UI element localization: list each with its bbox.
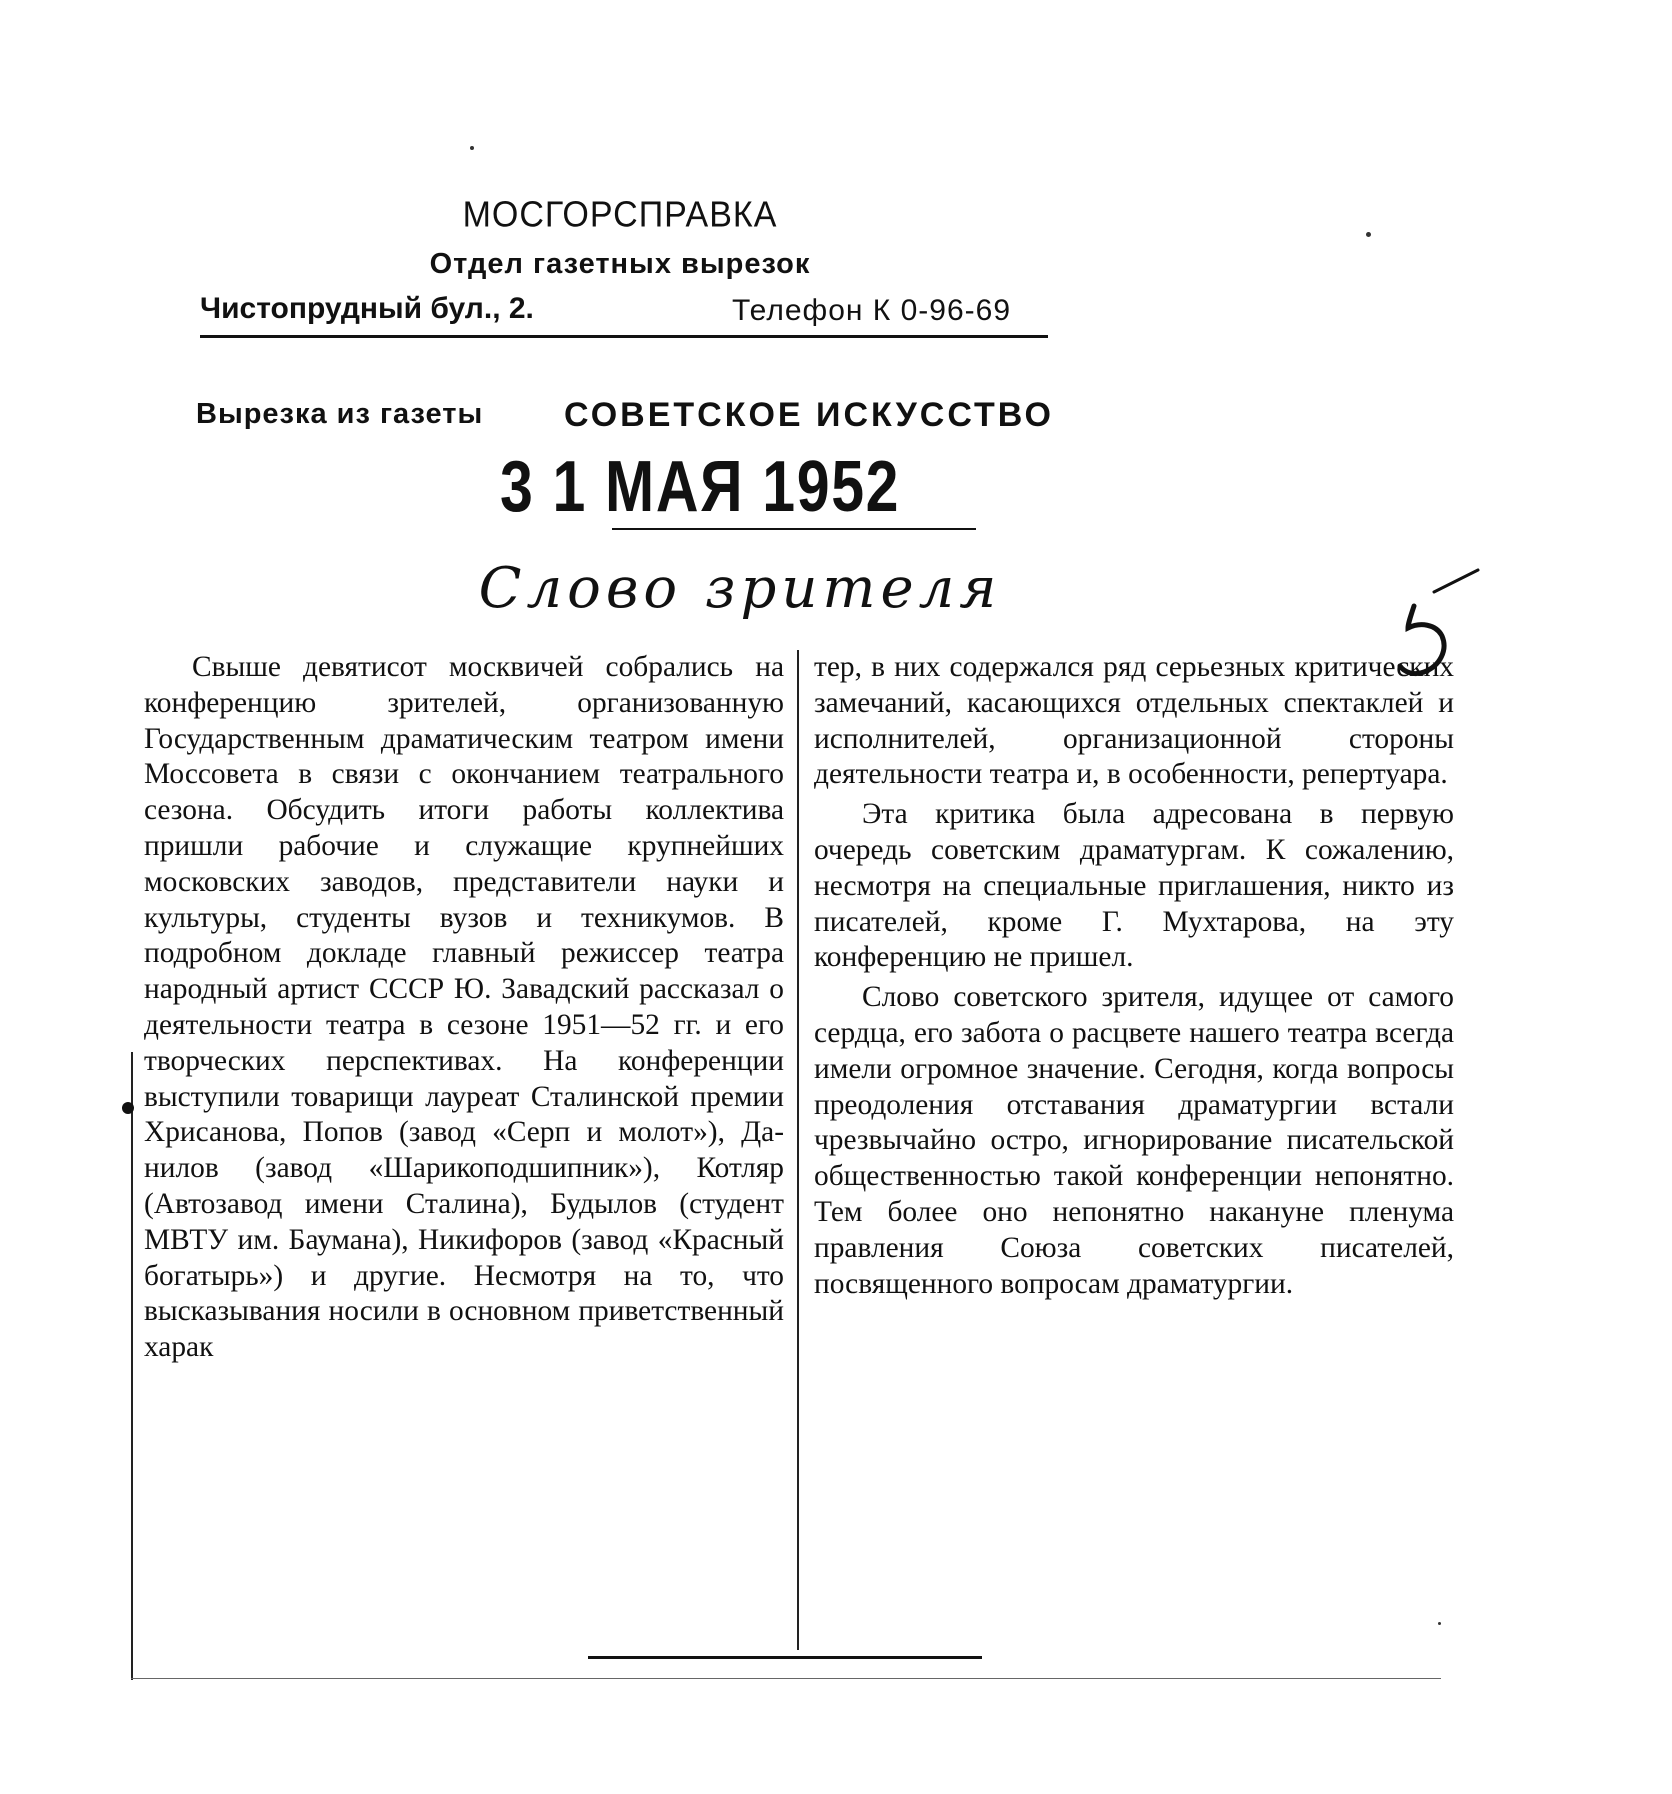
ink-speck: [470, 146, 474, 150]
agency-phone: Телефон К 0-96-69: [732, 294, 1012, 327]
article-end-rule: [588, 1656, 982, 1659]
column-divider: [797, 650, 799, 1650]
ink-speck: [1366, 232, 1371, 237]
ink-speck: [1438, 1622, 1441, 1625]
article-paragraph: тер, в них содержался ряд серьезных критических замечаний, касающихся отдельных спектаклей и исполнителей, организационной стороны деятельности театра и, в особенности, репертуара.: [814, 651, 1454, 791]
article-title: Слово зрителя: [478, 556, 1002, 621]
article-right-column: [814, 650, 1454, 1302]
article-paragraph: Слово советского зрителя, идущее от самого сердца, его забота о расцвете нашего театра всегда имели огромное значение. Сегодня, когда вопросы преодоления отставания драматургии встали чрезвычайно остро, игнорирование писательской общественностью такой конференции непонятно. Тем более оно непонятно накануне пленума правления Союза советских писателей, посвященного вопросам драматургии.: [814, 981, 1454, 1300]
article-paragraph: Эта критика была адресована в первую очередь советским драматургам. К сожалению, несмотря на специальные приглашения, никто из писателей, кроме Г. Мухтарова, на эту конференцию не пришел.: [814, 798, 1454, 974]
left-margin-rule: [131, 1052, 133, 1680]
clipping-label: Вырезка из газеты: [196, 398, 484, 430]
article-paragraph: Свыше девятисот москвичей собрались на конференцию зрителей, организованную Государственным драматическим театром имени Моссовета в связи с окончанием театрального сезона. Обсудить итоги работы коллектива пришли рабочие и служащие крупнейших московских заводов, представители науки и культуры, студенты вузов и техникумов. В подробном докладе главный режиссер театра народный артист СССР Ю. Завадский рассказал о деятельности театра в сезоне 1951—52 гг. и его творческих перспективах. На конференции выступили товарищи лауреат Сталинской премии Хрисанова, Попов (завод «Серп и молот»), Данилов (завод «Шарикоподшипник»), Котляр (Автозавод имени Сталина), Будылов (студент МВТУ им. Баумана), Никифоров (завод «Красный богатырь») и другие. Несмотря на то, что высказывания носили в основном приветственный харак: [144, 651, 784, 1364]
margin-bullet-icon: [122, 1102, 134, 1114]
agency-address: Чистопрудный бул., 2.: [200, 292, 534, 325]
clipping-bottom-edge: [131, 1678, 1441, 1679]
article-left-column: [144, 650, 784, 1366]
date-rule: [612, 528, 976, 530]
agency-name: МОСГОРСПРАВКА: [462, 195, 778, 235]
department-name: Отдел газетных вырезок: [429, 248, 811, 280]
clipping-date-stamp: 3 1 МАЯ 1952: [500, 447, 901, 527]
newspaper-name: СОВЕТСКОЕ ИСКУССТВО: [564, 396, 1054, 434]
header-rule: [200, 335, 1048, 338]
